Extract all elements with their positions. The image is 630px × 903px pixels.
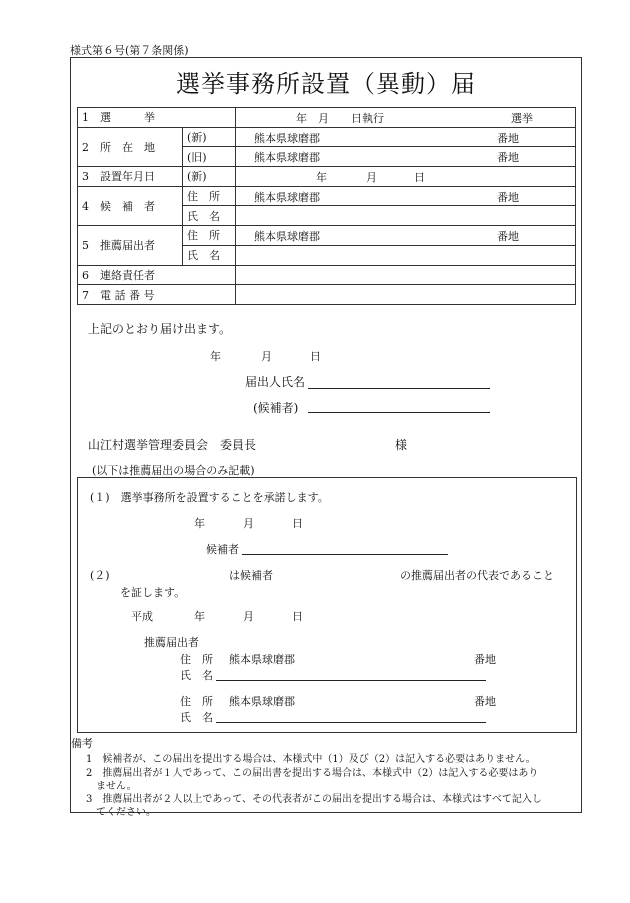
banchi-text: 番地 (497, 151, 519, 165)
date-day: 日 (310, 350, 321, 363)
candidate-addr-tag: 住 所 (183, 186, 236, 206)
row-num: 1 (82, 111, 89, 125)
row-num: 3 (82, 170, 89, 184)
pref-text: 熊本県球磨郡 (254, 190, 320, 204)
form-table (77, 107, 576, 305)
candidate-label: 候 補 者 (100, 199, 155, 213)
section2-year: 年 (194, 610, 205, 623)
remark-item: 3 推薦届出者が２人以上であって、その代表者がこの届出を提出する場合は、本様式はすべて記入し (86, 794, 542, 805)
location-new-field[interactable] (236, 127, 576, 147)
section2-representative: の推薦届出者の代表であること (400, 569, 554, 582)
section2-name1-line[interactable] (216, 680, 486, 681)
section1-candidate-label: 候補者 (206, 543, 239, 556)
section1-text: (１) 選挙事務所を設置することを承諾します。 (90, 491, 329, 504)
row-num: 6 (82, 268, 89, 282)
section2-addr1-pref: 熊本県球磨郡 (229, 653, 295, 666)
section2-num: (２) (90, 569, 110, 582)
section2-day: 日 (292, 610, 303, 623)
recommender-addr-field[interactable] (236, 226, 576, 246)
section2-era: 平成 (131, 610, 153, 623)
section2-prove: を証します。 (120, 586, 186, 599)
year-text: 年 (316, 171, 327, 185)
table-row-contact (78, 265, 576, 285)
recommend-note: (以下は推薦届出の場合のみ記載) (92, 464, 255, 477)
section2-name2-line[interactable] (216, 722, 486, 723)
page-title: 選挙事務所設置（異動）届 (176, 70, 476, 98)
submitter-label: 届出人氏名 (245, 375, 306, 389)
election-date[interactable]: 年 月 日執行 (296, 112, 384, 125)
statement: 上記のとおり届け出ます。 (88, 322, 232, 336)
table-row-location-new (78, 127, 576, 147)
section2-month: 月 (243, 610, 254, 623)
section2-addr2-pref: 熊本県球磨郡 (229, 695, 295, 708)
table-row-recommender-addr (78, 226, 576, 246)
candidate-name-line[interactable] (308, 412, 490, 413)
section2-addr1-banchi: 番地 (474, 653, 496, 666)
row-num: 2 (82, 140, 89, 154)
day-text: 日 (414, 171, 425, 185)
candidate-paren: (候補者) (253, 401, 299, 415)
table-row-election (78, 108, 576, 128)
location-label: 所 在 地 (100, 140, 155, 154)
location-old-field[interactable] (236, 147, 576, 167)
honorific: 様 (395, 438, 408, 452)
banchi-text: 番地 (497, 131, 519, 145)
row-num: 7 (82, 288, 89, 302)
form-number: 様式第６号(第７条関係) (70, 44, 189, 57)
election-suffix: 選挙 (511, 112, 533, 125)
candidate-name-tag: 氏 名 (183, 206, 236, 226)
addressee: 山江村選挙管理委員会 委員長 (88, 438, 257, 452)
recommender-addr-tag: 住 所 (183, 226, 236, 246)
month-text: 月 (366, 171, 377, 185)
pref-text: 熊本県球磨郡 (254, 131, 320, 145)
recommender-name-field[interactable] (236, 245, 576, 265)
section2-addr1-tag: 住 所 (180, 653, 213, 666)
phone-label: 電 話 番 号 (100, 288, 155, 302)
table-row-phone (78, 285, 576, 305)
row-num: 4 (82, 199, 89, 213)
section2-is-candidate: は候補者 (229, 569, 273, 582)
table-row-setup-date (78, 167, 576, 187)
phone-field[interactable] (236, 285, 576, 305)
candidate-addr-field[interactable] (236, 186, 576, 206)
section1-day: 日 (292, 517, 303, 530)
location-new-tag: (新) (183, 127, 236, 147)
pref-text: 熊本県球磨郡 (254, 151, 320, 165)
row-num: 5 (82, 239, 89, 253)
remark-item: てください。 (96, 807, 156, 818)
remark-item: ません。 (96, 781, 137, 792)
recommend-section (77, 477, 577, 733)
date-year: 年 (210, 350, 221, 363)
recommender-label: 推薦届出者 (100, 239, 155, 253)
remark-item: 1 候補者が、この届出を提出する場合は、本様式中（1）及び（2）は記入する必要はありません。 (86, 754, 536, 765)
section2-addr2-tag: 住 所 (180, 695, 213, 708)
banchi-text: 番地 (497, 230, 519, 244)
setup-date-label: 設置年月日 (100, 170, 155, 184)
section2-name2-tag: 氏 名 (180, 711, 213, 724)
setup-date-field[interactable] (236, 167, 576, 187)
setup-date-new-tag: (新) (183, 167, 236, 187)
date-month: 月 (261, 350, 272, 363)
section1-year: 年 (194, 517, 205, 530)
section1-month: 月 (243, 517, 254, 530)
election-label: 選 挙 (100, 111, 155, 125)
section2-addr2-banchi: 番地 (474, 695, 496, 708)
remarks-heading: 備考 (71, 737, 93, 750)
banchi-text: 番地 (497, 190, 519, 204)
section2-recommender: 推薦届出者 (144, 636, 199, 649)
table-row-candidate-addr (78, 186, 576, 206)
location-old-tag: (旧) (183, 147, 236, 167)
remark-item: 2 推薦届出者が１人であって、この届出書を提出する場合は、本様式中（2）は記入する必要はあり (86, 768, 539, 779)
submitter-name-line[interactable] (308, 388, 490, 389)
section1-candidate-line[interactable] (242, 554, 448, 555)
pref-text: 熊本県球磨郡 (254, 230, 320, 244)
recommender-name-tag: 氏 名 (183, 245, 236, 265)
section2-name1-tag: 氏 名 (180, 669, 213, 682)
contact-field[interactable] (236, 265, 576, 285)
contact-label: 連絡責任者 (100, 268, 155, 282)
candidate-name-field[interactable] (236, 206, 576, 226)
